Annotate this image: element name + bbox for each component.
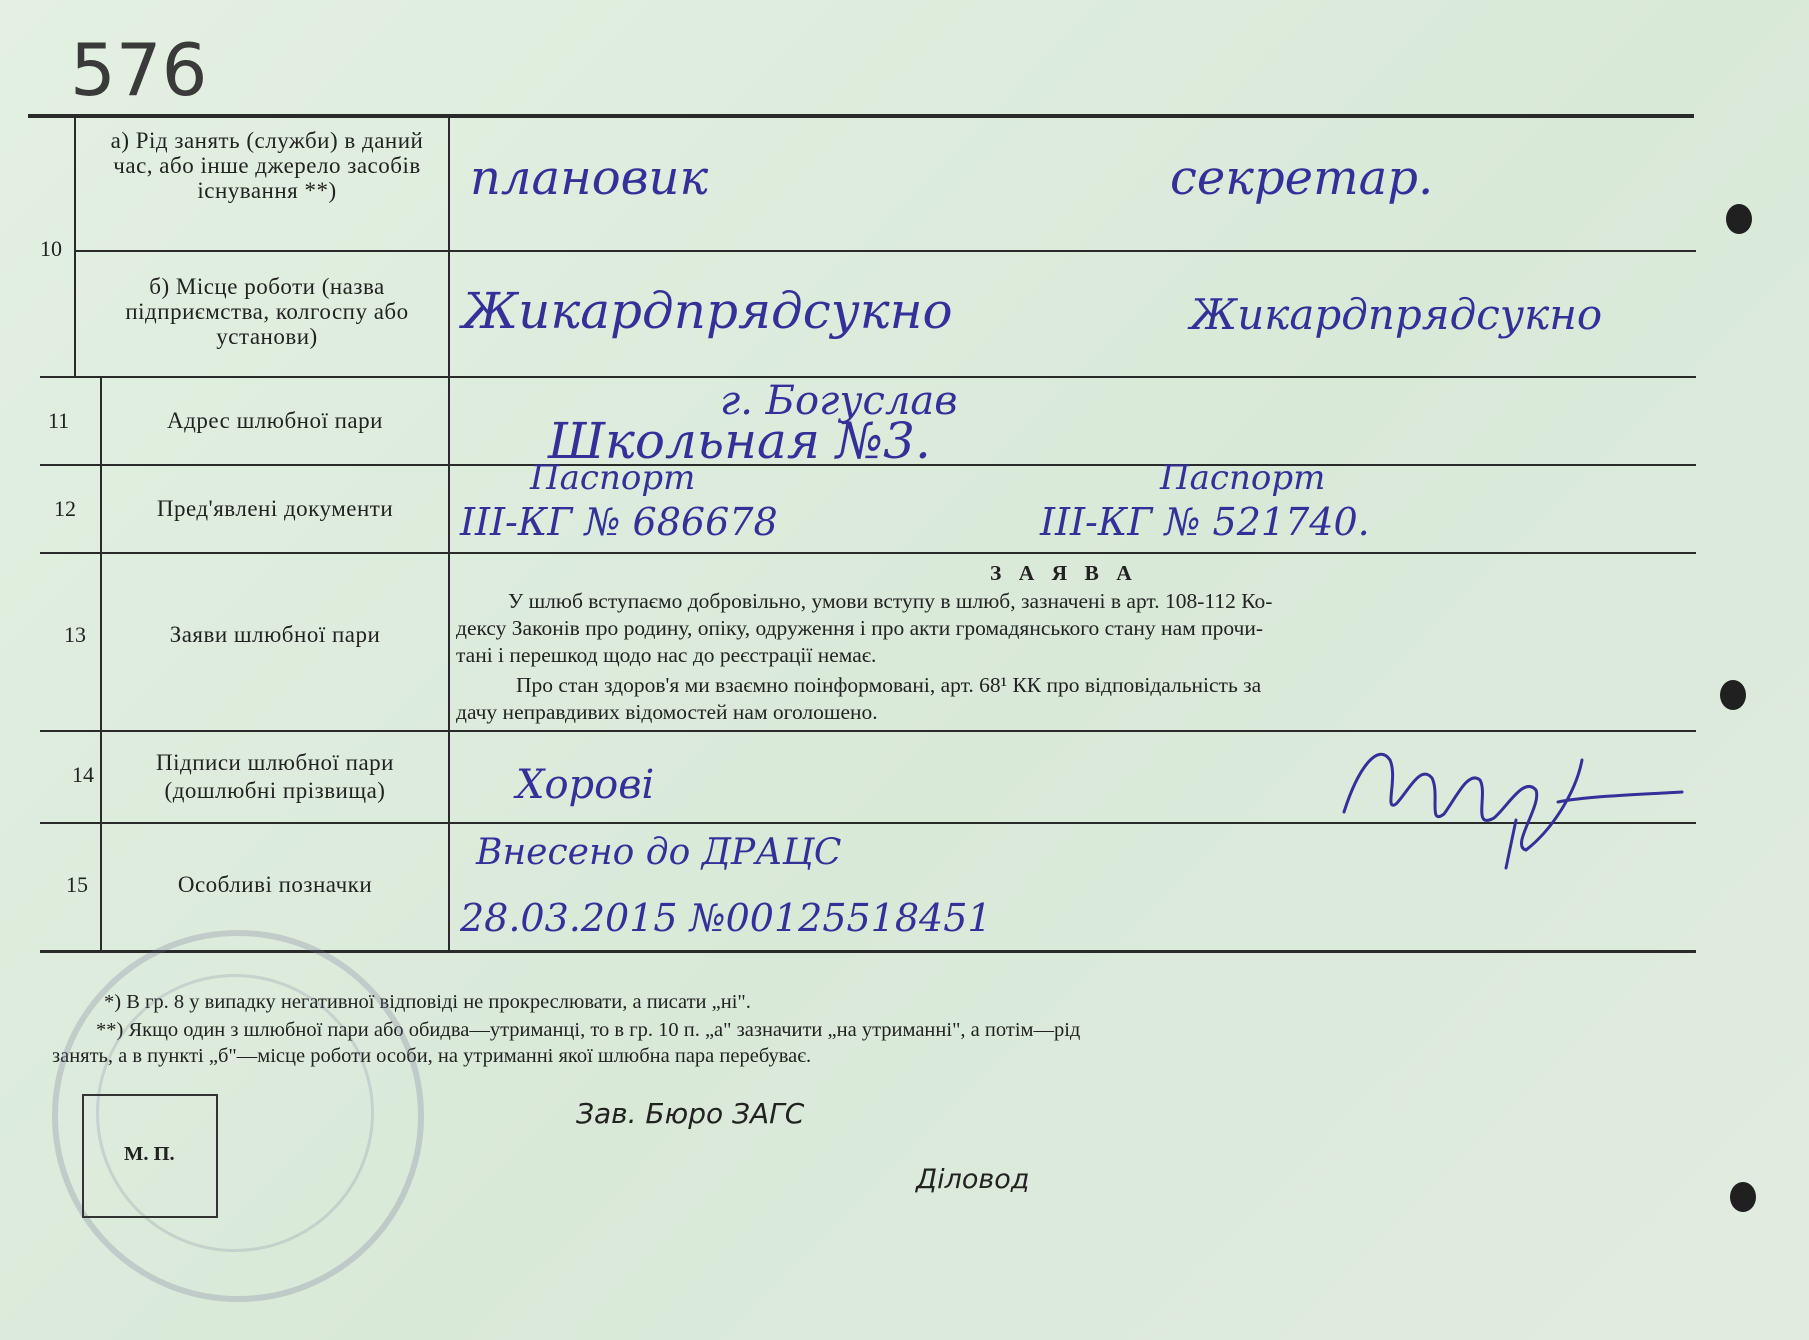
- address-value-1: г. Богуслав: [720, 378, 958, 424]
- binder-hole: [1726, 204, 1752, 234]
- row-number: 11: [48, 408, 70, 433]
- row-number: 10: [40, 236, 62, 261]
- field-label-documents: Пред'явлені документи: [156, 496, 394, 521]
- footnote: *) В гр. 8 у випадку негативної відповіді не прокреслювати, а писати „ні".: [104, 991, 751, 1013]
- rule-10a: [76, 250, 1696, 252]
- workplace-value-2: Жикардпрядсукно: [1190, 290, 1603, 339]
- rule-12: [40, 552, 1696, 554]
- head-of-bureau-label: Зав. Бюро ЗАГС: [576, 1097, 805, 1130]
- special-note-line-2: 28.03.2015 №00125518451: [460, 896, 992, 940]
- document-2-number: III-КГ № 521740.: [1040, 500, 1370, 544]
- vline-10b-left: [74, 252, 76, 378]
- field-label-address: Адрес шлюбної пари: [167, 408, 383, 433]
- document-1-number: III-КГ № 686678: [460, 500, 778, 544]
- binder-hole: [1730, 1182, 1756, 1212]
- seal-label: М. П.: [124, 1143, 175, 1165]
- workplace-value-1: Жикардпрядсукно: [462, 282, 953, 340]
- top-rule: [28, 114, 1694, 118]
- address-value-2: Школьная №3.: [548, 412, 931, 470]
- binder-hole: [1720, 680, 1746, 710]
- statement-heading: З А Я В А: [990, 561, 1138, 585]
- statement-line: дачу неправдивих відомостей нам оголошено.: [456, 700, 878, 724]
- field-label-occupation: а) Рід занять (служби) в даний час, або інше джерело засобів існування **): [110, 128, 424, 203]
- row-number: 15: [66, 872, 88, 897]
- special-note-line-1: Внесено до ДРАЦС: [476, 832, 842, 873]
- field-label-signatures: Підписи шлюбної пари: [156, 750, 394, 775]
- occupation-value-1: плановик: [470, 150, 709, 206]
- field-label-special-notes: Особливі позначки: [177, 872, 373, 897]
- vline-value-col: [448, 116, 450, 952]
- document-1-title: Паспорт: [530, 458, 696, 498]
- row-number: 12: [54, 496, 76, 521]
- field-label-signatures-note: (дошлюбні прізвища): [164, 778, 386, 803]
- statement-line: Про стан здоров'я ми взаємно поінформовані, арт. 68¹ КК про відповідальність за: [516, 673, 1262, 697]
- clerk-label: Діловод: [916, 1164, 1030, 1195]
- statement-line: тані і перешкод щодо нас до реєстрації немає.: [456, 643, 877, 667]
- signature-groom: Хорові: [516, 762, 655, 808]
- footnote: **) Якщо один з шлюбної пари або обидва—утриманці, то в гр. 10 п. „а" зазначити „на утриманні", а потім—рід: [96, 1019, 1081, 1041]
- row-number: 14: [72, 762, 94, 787]
- vline-10a-left: [74, 116, 76, 252]
- folio-number: 576: [70, 28, 208, 112]
- row-number: 13: [64, 622, 86, 647]
- document-2-title: Паспорт: [1160, 458, 1326, 498]
- vline-num-col: [100, 376, 102, 952]
- statement-line: У шлюб вступаємо добровільно, умови вступу в шлюб, зазначені в арт. 108-112 Ко-: [508, 589, 1273, 613]
- statement-line: дексу Законів про родину, опіку, одруження і про акти громадянського стану нам прочи-: [456, 616, 1264, 640]
- signature-bride: [1320, 700, 1700, 880]
- field-label-workplace: б) Місце роботи (назва підприємства, колгоспу або установи): [125, 274, 409, 349]
- footnote: занять, а в пункті „б"—місце роботи особи, на утриманні якої шлюбна пара перебуває.: [52, 1045, 812, 1067]
- occupation-value-2: секретар.: [1170, 150, 1434, 206]
- field-label-statements: Заяви шлюбної пари: [169, 622, 381, 647]
